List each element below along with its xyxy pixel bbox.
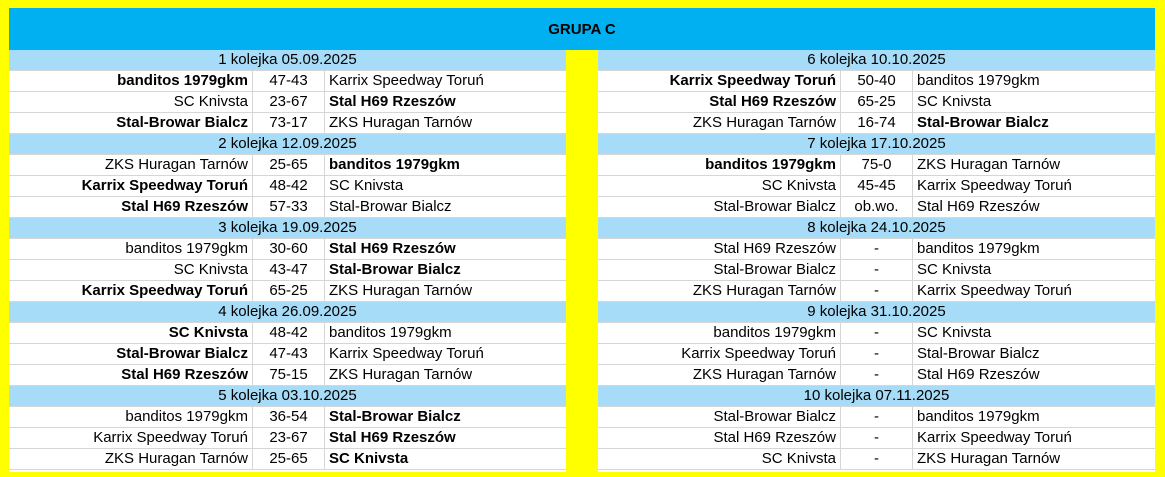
- away-team: ZKS Huragan Tarnów: [917, 156, 1061, 173]
- match-score: 25-65: [253, 155, 325, 175]
- match-row: [9, 365, 566, 386]
- home-team: SC Knivsta: [9, 92, 253, 112]
- away-team: banditos 1979gkm: [917, 72, 1040, 89]
- home-team: ZKS Huragan Tarnów: [598, 281, 841, 301]
- home-team: Stal-Browar Bialcz: [598, 197, 841, 217]
- away-team: Karrix Speedway Toruń: [917, 429, 1072, 446]
- round-header: 4 kolejka 26.09.2025: [9, 302, 566, 323]
- match-row: [598, 197, 1155, 218]
- round-block: [9, 302, 566, 386]
- home-team: Karrix Speedway Toruń: [9, 281, 253, 301]
- home-team: banditos 1979gkm: [9, 71, 253, 91]
- home-team: SC Knivsta: [9, 323, 253, 343]
- match-score: 48-42: [253, 176, 325, 196]
- away-team: banditos 1979gkm: [329, 324, 452, 341]
- match-score: 30-60: [253, 239, 325, 259]
- home-team: Karrix Speedway Toruń: [9, 176, 253, 196]
- away-team: Stal H69 Rzeszów: [917, 366, 1040, 383]
- home-team: ZKS Huragan Tarnów: [9, 155, 253, 175]
- away-team: SC Knivsta: [917, 261, 992, 278]
- round-block: [9, 50, 566, 134]
- away-team: Stal H69 Rzeszów: [329, 93, 456, 110]
- match-row: [598, 449, 1155, 470]
- home-team: Karrix Speedway Toruń: [598, 344, 841, 364]
- match-score: 47-43: [253, 71, 325, 91]
- away-team: Stal-Browar Bialcz: [329, 198, 452, 215]
- away-team: banditos 1979gkm: [917, 408, 1040, 425]
- match-score: -: [841, 239, 913, 259]
- match-score: 43-47: [253, 260, 325, 280]
- match-row: [9, 71, 566, 92]
- match-row: [9, 281, 566, 302]
- match-score: ob.wo.: [841, 197, 913, 217]
- home-team: Stal H69 Rzeszów: [598, 428, 841, 448]
- away-team: SC Knivsta: [917, 93, 992, 110]
- match-row: [598, 407, 1155, 428]
- home-team: Stal H69 Rzeszów: [598, 92, 841, 112]
- home-team: Stal-Browar Bialcz: [9, 344, 253, 364]
- away-team: Karrix Speedway Toruń: [917, 282, 1072, 299]
- home-team: Karrix Speedway Toruń: [9, 428, 253, 448]
- match-score: 50-40: [841, 71, 913, 91]
- round-header: 3 kolejka 19.09.2025: [9, 218, 566, 239]
- away-team: Karrix Speedway Toruń: [329, 345, 484, 362]
- home-team: Stal-Browar Bialcz: [598, 407, 841, 427]
- schedule-column-right: [598, 50, 1155, 472]
- home-team: SC Knivsta: [9, 260, 253, 280]
- away-team: Stal-Browar Bialcz: [917, 345, 1040, 362]
- match-score: -: [841, 449, 913, 469]
- match-score: -: [841, 365, 913, 385]
- away-team: ZKS Huragan Tarnów: [329, 114, 473, 131]
- away-team: banditos 1979gkm: [917, 240, 1040, 257]
- round-header: 5 kolejka 03.10.2025: [9, 386, 566, 407]
- round-block: [598, 386, 1155, 470]
- match-score: -: [841, 428, 913, 448]
- match-score: -: [841, 323, 913, 343]
- match-score: 45-45: [841, 176, 913, 196]
- match-row: [598, 176, 1155, 197]
- match-score: 57-33: [253, 197, 325, 217]
- match-row: [9, 260, 566, 281]
- match-score: -: [841, 407, 913, 427]
- round-block: [9, 134, 566, 218]
- match-row: [598, 92, 1155, 113]
- match-score: 75-0: [841, 155, 913, 175]
- away-team: Stal H69 Rzeszów: [917, 198, 1040, 215]
- match-row: [598, 113, 1155, 134]
- match-score: 23-67: [253, 428, 325, 448]
- match-score: 73-17: [253, 113, 325, 133]
- away-team: ZKS Huragan Tarnów: [917, 450, 1061, 467]
- home-team: banditos 1979gkm: [9, 407, 253, 427]
- away-team: ZKS Huragan Tarnów: [329, 366, 473, 383]
- match-row: [9, 407, 566, 428]
- home-team: SC Knivsta: [598, 449, 841, 469]
- round-block: [598, 50, 1155, 134]
- round-header: 1 kolejka 05.09.2025: [9, 50, 566, 71]
- match-score: -: [841, 281, 913, 301]
- match-row: [598, 260, 1155, 281]
- group-title: GRUPA C: [9, 8, 1155, 50]
- match-row: [598, 365, 1155, 386]
- match-score: 75-15: [253, 365, 325, 385]
- away-team: ZKS Huragan Tarnów: [329, 282, 473, 299]
- home-team: banditos 1979gkm: [598, 323, 841, 343]
- home-team: Stal H69 Rzeszów: [9, 365, 253, 385]
- home-team: banditos 1979gkm: [598, 155, 841, 175]
- match-row: [598, 428, 1155, 449]
- schedule-column-left: [9, 50, 566, 472]
- match-row: [9, 113, 566, 134]
- match-row: [598, 239, 1155, 260]
- match-score: 48-42: [253, 323, 325, 343]
- match-score: 47-43: [253, 344, 325, 364]
- match-score: 65-25: [841, 92, 913, 112]
- round-block: [9, 386, 566, 470]
- away-team: Stal H69 Rzeszów: [329, 429, 456, 446]
- away-team: Stal-Browar Bialcz: [917, 114, 1049, 131]
- match-row: [9, 239, 566, 260]
- round-block: [598, 302, 1155, 386]
- home-team: SC Knivsta: [598, 176, 841, 196]
- match-row: [9, 197, 566, 218]
- away-team: Karrix Speedway Toruń: [917, 177, 1072, 194]
- home-team: Stal-Browar Bialcz: [598, 260, 841, 280]
- home-team: Karrix Speedway Toruń: [598, 71, 841, 91]
- round-header: 2 kolejka 12.09.2025: [9, 134, 566, 155]
- round-header: 9 kolejka 31.10.2025: [598, 302, 1155, 323]
- away-team: SC Knivsta: [329, 450, 409, 467]
- match-row: [9, 323, 566, 344]
- match-score: -: [841, 260, 913, 280]
- away-team: Stal H69 Rzeszów: [329, 240, 456, 257]
- match-row: [9, 428, 566, 449]
- away-team: Karrix Speedway Toruń: [329, 72, 484, 89]
- round-block: [9, 218, 566, 302]
- away-team: SC Knivsta: [917, 324, 992, 341]
- match-row: [598, 155, 1155, 176]
- away-team: Stal-Browar Bialcz: [329, 408, 461, 425]
- round-block: [598, 218, 1155, 302]
- round-header: 7 kolejka 17.10.2025: [598, 134, 1155, 155]
- home-team: banditos 1979gkm: [9, 239, 253, 259]
- home-team: Stal-Browar Bialcz: [9, 113, 253, 133]
- match-row: [9, 176, 566, 197]
- round-header: 6 kolejka 10.10.2025: [598, 50, 1155, 71]
- away-team: SC Knivsta: [329, 177, 404, 194]
- home-team: ZKS Huragan Tarnów: [598, 365, 841, 385]
- match-score: 65-25: [253, 281, 325, 301]
- away-team: banditos 1979gkm: [329, 156, 460, 173]
- match-row: [9, 92, 566, 113]
- match-row: [598, 344, 1155, 365]
- home-team: ZKS Huragan Tarnów: [598, 113, 841, 133]
- match-row: [598, 71, 1155, 92]
- home-team: ZKS Huragan Tarnów: [9, 449, 253, 469]
- match-row: [9, 449, 566, 470]
- match-score: 16-74: [841, 113, 913, 133]
- match-row: [9, 344, 566, 365]
- home-team: Stal H69 Rzeszów: [598, 239, 841, 259]
- match-score: -: [841, 344, 913, 364]
- round-block: [598, 134, 1155, 218]
- match-score: 25-65: [253, 449, 325, 469]
- round-header: 10 kolejka 07.11.2025: [598, 386, 1155, 407]
- match-score: 23-67: [253, 92, 325, 112]
- home-team: Stal H69 Rzeszów: [9, 197, 253, 217]
- match-row: [598, 323, 1155, 344]
- match-row: [598, 281, 1155, 302]
- round-header: 8 kolejka 24.10.2025: [598, 218, 1155, 239]
- away-team: Stal-Browar Bialcz: [329, 261, 461, 278]
- match-row: [9, 155, 566, 176]
- match-score: 36-54: [253, 407, 325, 427]
